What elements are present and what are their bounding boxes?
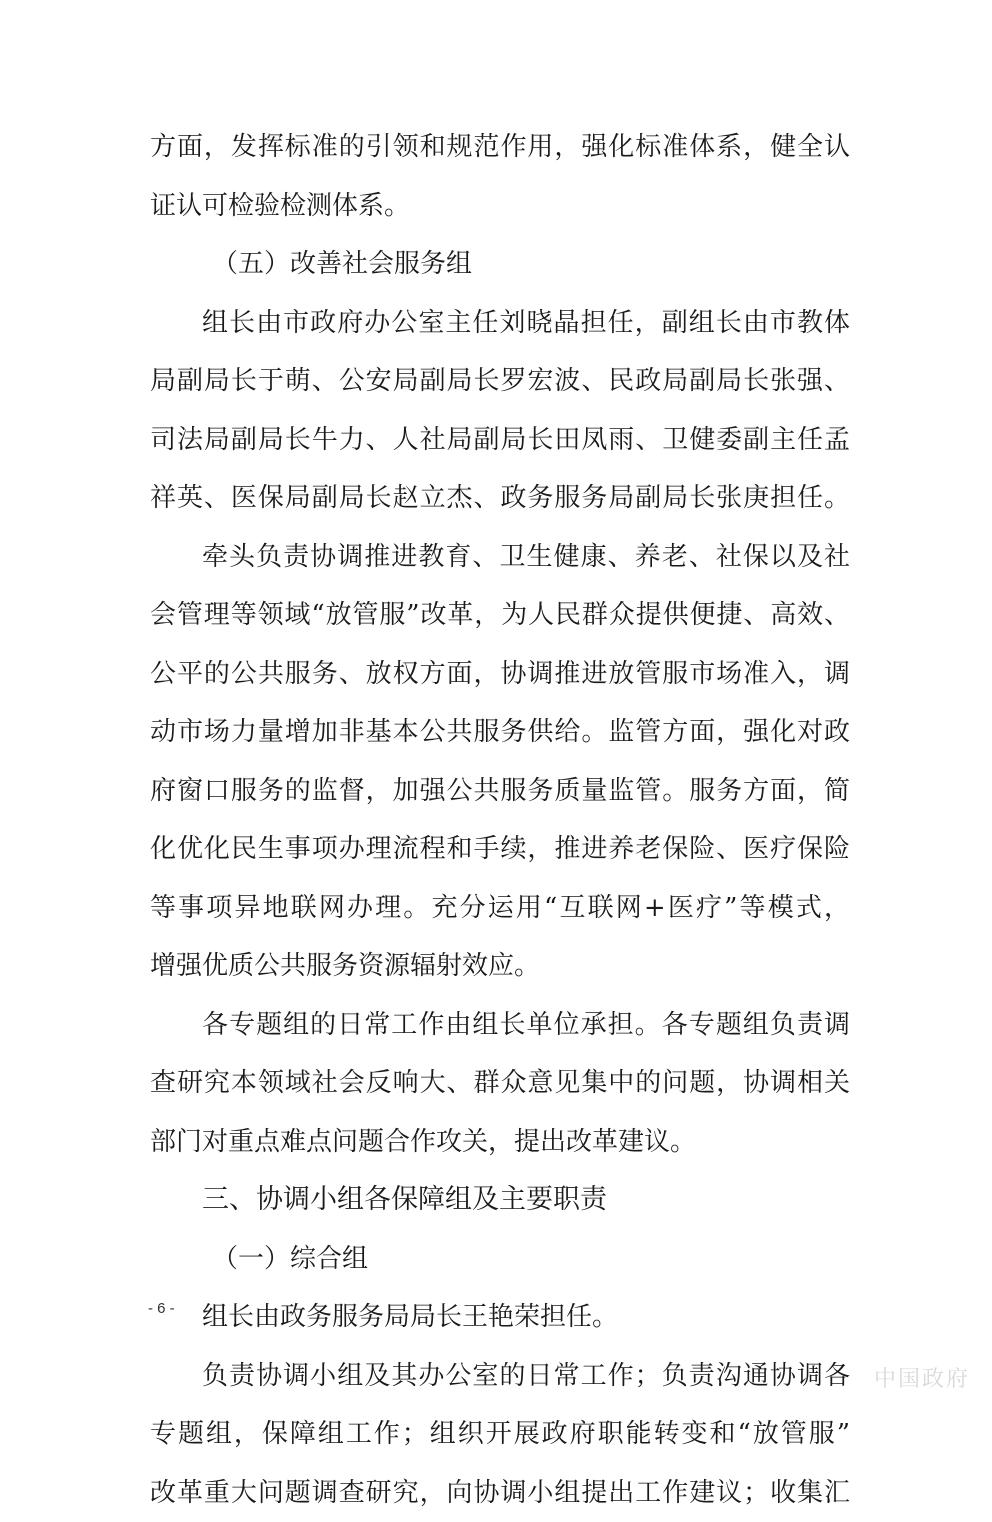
text-line: 部门对重点难点问题合作攻关，提出改革建议。	[150, 1113, 850, 1172]
text-line: 动市场力量增加非基本公共服务供给。监管方面，强化对政	[150, 703, 850, 762]
page-number: - 6 -	[148, 1300, 175, 1317]
text-line: 查研究本领域社会反响大、群众意见集中的问题，协调相关	[150, 1054, 850, 1113]
sub-heading: （五）改善社会服务组	[150, 235, 850, 294]
text-line: 公平的公共服务、放权方面，协调推进放管服市场准入，调	[150, 645, 850, 704]
text-line: 等事项异地联网办理。充分运用“互联网+医疗”等模式，	[150, 879, 850, 938]
text-line: 牵头负责协调推进教育、卫生健康、养老、社保以及社	[150, 528, 850, 587]
text-line: 负责协调小组及其办公室的日常工作；负责沟通协调各	[150, 1347, 850, 1406]
text-line: 化优化民生事项办理流程和手续，推进养老保险、医疗保险	[150, 820, 850, 879]
section-heading: 三、协调小组各保障组及主要职责	[150, 1171, 850, 1230]
text-line: 府窗口服务的监督，加强公共服务质量监管。服务方面，简	[150, 762, 850, 821]
text-line: 改革重大问题调查研究，向协调小组提出工作建议；收集汇	[150, 1464, 850, 1522]
text-line: 证认可检验检测体系。	[150, 177, 850, 236]
text-line: 增强优质公共服务资源辐射效应。	[150, 937, 850, 996]
text-line: 组长由政务服务局局长王艳荣担任。	[150, 1288, 850, 1347]
text-line: 司法局副局长牛力、人社局副局长田凤雨、卫健委副主任孟	[150, 411, 850, 470]
text-line: 各专题组的日常工作由组长单位承担。各专题组负责调	[150, 996, 850, 1055]
text-line: 局副局长于萌、公安局副局长罗宏波、民政局副局长张强、	[150, 352, 850, 411]
sub-heading: （一）综合组	[150, 1230, 850, 1289]
text-line: 方面，发挥标准的引领和规范作用，强化标准体系，健全认	[150, 118, 850, 177]
text-line: 祥英、医保局副局长赵立杰、政务服务局副局长张庚担任。	[150, 469, 850, 528]
body-text	[150, 118, 850, 1522]
watermark-logo: 中国政府	[874, 1362, 970, 1393]
text-line: 组长由市政府办公室主任刘晓晶担任，副组长由市教体	[150, 294, 850, 353]
text-line: 专题组，保障组工作；组织开展政府职能转变和“放管服”	[150, 1405, 850, 1464]
text-line: 会管理等领域“放管服”改革，为人民群众提供便捷、高效、	[150, 586, 850, 645]
